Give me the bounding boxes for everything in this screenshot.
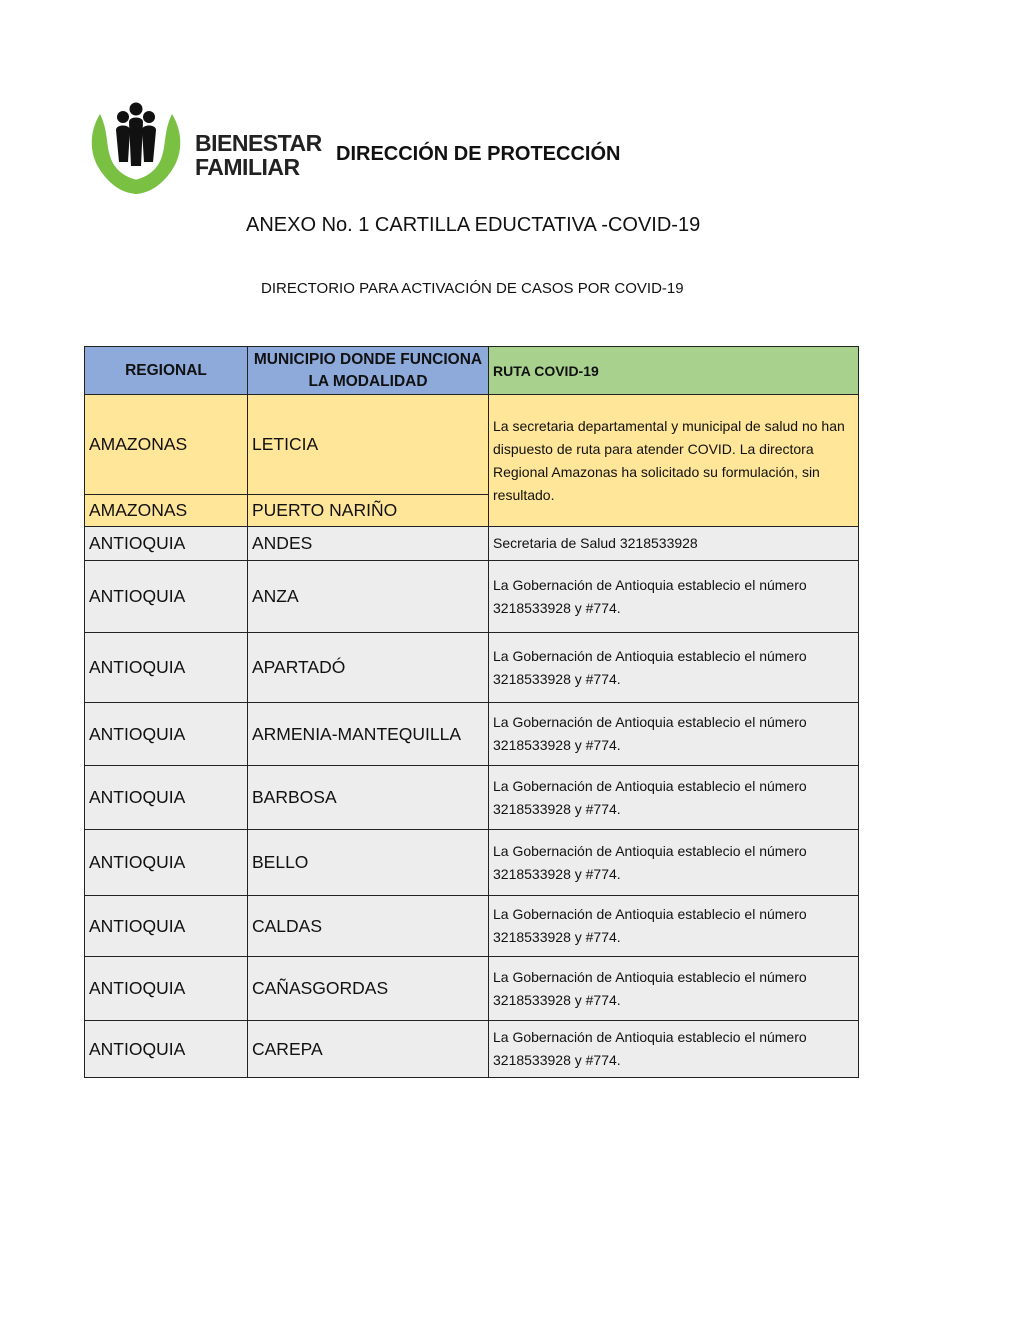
cell-regional: ANTIOQUIA	[85, 703, 248, 766]
cell-ruta: La Gobernación de Antioquia establecio el número 3218533928 y #774.	[489, 957, 859, 1021]
org-title: DIRECCIÓN DE PROTECCIÓN	[336, 143, 621, 165]
table-row	[85, 896, 859, 957]
cell-municipio: CAREPA	[248, 1021, 489, 1078]
table-row	[85, 766, 859, 830]
cell-regional: ANTIOQUIA	[85, 633, 248, 703]
header-ruta-covid: RUTA COVID-19	[489, 347, 859, 395]
table-header-row	[85, 347, 859, 395]
table-row	[85, 527, 859, 561]
document-title: ANEXO No. 1 CARTILLA EDUCTATIVA -COVID-19	[246, 214, 701, 236]
cell-municipio: APARTADÓ	[248, 633, 489, 703]
cell-regional: ANTIOQUIA	[85, 957, 248, 1021]
table-row	[85, 830, 859, 896]
cell-regional: ANTIOQUIA	[85, 896, 248, 957]
cell-ruta: La Gobernación de Antioquia establecio el número 3218533928 y #774.	[489, 766, 859, 830]
cell-municipio: BARBOSA	[248, 766, 489, 830]
cell-regional: ANTIOQUIA	[85, 766, 248, 830]
table-row	[85, 703, 859, 766]
document-subtitle: DIRECTORIO PARA ACTIVACIÓN DE CASOS POR COVID-19	[261, 280, 684, 297]
cell-municipio: BELLO	[248, 830, 489, 896]
table-row	[85, 561, 859, 633]
cell-regional: ANTIOQUIA	[85, 561, 248, 633]
cell-ruta: La Gobernación de Antioquia establecio el número 3218533928 y #774.	[489, 633, 859, 703]
table-row	[85, 633, 859, 703]
cell-municipio: ANZA	[248, 561, 489, 633]
cell-municipio: PUERTO NARIÑO	[248, 495, 489, 527]
cell-municipio: CAÑASGORDAS	[248, 957, 489, 1021]
directory-table	[84, 346, 859, 1078]
cell-regional: AMAZONAS	[85, 495, 248, 527]
cell-ruta-amazonas: La secretaria departamental y municipal de salud no han dispuesto de ruta para atender COVID. La directora Regional Amazonas ha solicitado su formulación, sin resultado.	[489, 395, 859, 527]
cell-municipio: LETICIA	[248, 395, 489, 495]
cell-municipio: CALDAS	[248, 896, 489, 957]
bienestar-familiar-logo	[86, 100, 322, 198]
header-regional: REGIONAL	[85, 347, 248, 395]
table-row	[85, 1021, 859, 1078]
header-municipio: MUNICIPIO DONDE FUNCIONA LA MODALIDAD	[248, 347, 489, 395]
cell-regional: ANTIOQUIA	[85, 830, 248, 896]
cell-ruta: La Gobernación de Antioquia establecio el número 3218533928 y #774.	[489, 561, 859, 633]
logo-text-familiar: FAMILIAR	[195, 154, 300, 180]
table-row	[85, 395, 859, 495]
cell-ruta: La Gobernación de Antioquia establecio el número 3218533928 y #774.	[489, 830, 859, 896]
cell-municipio: ARMENIA-MANTEQUILLA	[248, 703, 489, 766]
cell-ruta: La Gobernación de Antioquia establecio el número 3218533928 y #774.	[489, 1021, 859, 1078]
cell-regional: ANTIOQUIA	[85, 1021, 248, 1078]
cell-ruta: La Gobernación de Antioquia establecio el número 3218533928 y #774.	[489, 896, 859, 957]
cell-municipio: ANDES	[248, 527, 489, 561]
cell-ruta: Secretaria de Salud 3218533928	[489, 527, 859, 561]
table-row	[85, 957, 859, 1021]
cell-regional: ANTIOQUIA	[85, 527, 248, 561]
family-hands-icon	[86, 100, 186, 198]
logo-text-bienestar: BIENESTAR	[195, 130, 322, 156]
cell-ruta: La Gobernación de Antioquia establecio el número 3218533928 y #774.	[489, 703, 859, 766]
cell-regional: AMAZONAS	[85, 395, 248, 495]
